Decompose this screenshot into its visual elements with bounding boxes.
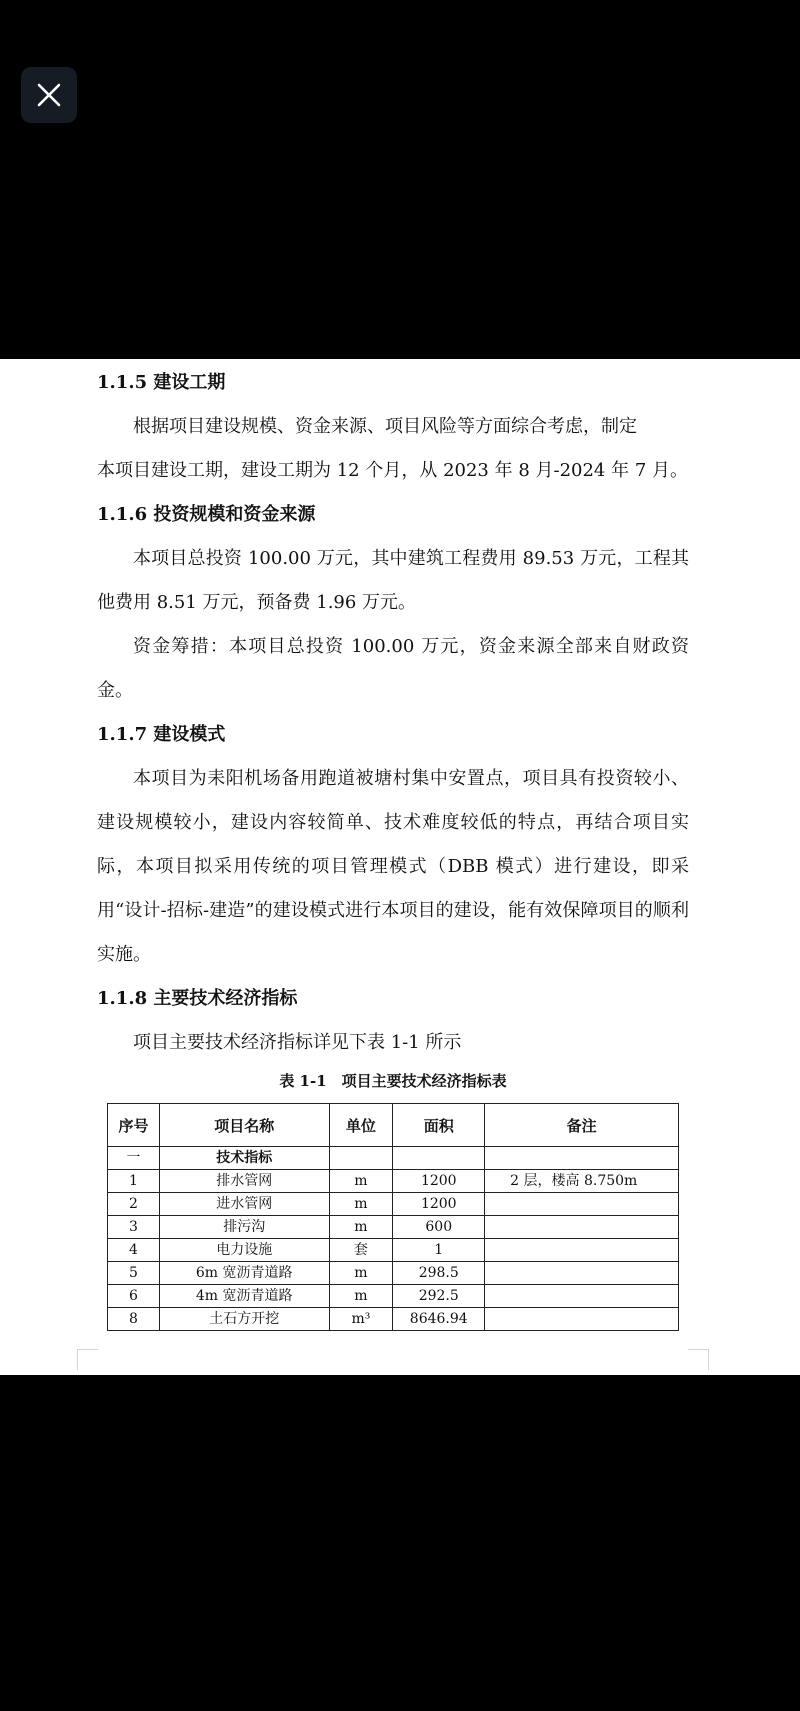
indicator-table xyxy=(107,1103,679,1331)
cell-area: 600 xyxy=(393,1216,485,1239)
table-row xyxy=(108,1239,679,1262)
cell-no: 8 xyxy=(108,1308,160,1331)
cell-unit xyxy=(329,1147,393,1170)
table-row xyxy=(108,1262,679,1285)
cell-note xyxy=(485,1308,679,1331)
table-row xyxy=(108,1147,679,1170)
page-corner-mark-right xyxy=(688,1349,709,1370)
cell-no: 6 xyxy=(108,1285,160,1308)
table-row xyxy=(108,1216,679,1239)
header-name: 项目名称 xyxy=(159,1104,329,1147)
page-corner-mark-left xyxy=(77,1349,98,1370)
cell-unit: m xyxy=(329,1170,393,1193)
cell-unit: m xyxy=(329,1285,393,1308)
cell-area: 8646.94 xyxy=(393,1308,485,1331)
cell-note xyxy=(485,1239,679,1262)
table-row xyxy=(108,1285,679,1308)
header-area: 面积 xyxy=(393,1104,485,1147)
document-page[interactable] xyxy=(0,359,800,1375)
section-heading-1-1-5: 1.1.5 建设工期 xyxy=(97,372,226,393)
cell-note: 2 层，楼高 8.750m xyxy=(485,1170,679,1193)
header-unit: 单位 xyxy=(329,1104,393,1147)
cell-note xyxy=(485,1216,679,1239)
cell-no: 4 xyxy=(108,1239,160,1262)
cell-name: 技术指标 xyxy=(159,1147,329,1170)
cell-name: 电力设施 xyxy=(159,1239,329,1262)
cell-area: 1200 xyxy=(393,1170,485,1193)
cell-area: 1200 xyxy=(393,1193,485,1216)
document-content xyxy=(97,359,689,1065)
table-row xyxy=(108,1308,679,1331)
cell-no: 1 xyxy=(108,1170,160,1193)
section-heading-1-1-7: 1.1.7 建设模式 xyxy=(97,724,226,745)
paragraph-construction-mode: 本项目为耒阳机场备用跑道被塘村集中安置点，项目具有投资较小、建设规模较小，建设内容较简单、技术难度较低的特点，再结合项目实际，本项目拟采用传统的项目管理模式（DBB 模式）进行建设，即采用“设计-招标-建造”的建设模式进行本项目的建设，能有效保障项目的顺利实施。 xyxy=(97,768,689,965)
cell-unit: 套 xyxy=(329,1239,393,1262)
paragraph-funding: 资金筹措：本项目总投资 100.00 万元，资金来源全部来自财政资金。 xyxy=(97,636,689,701)
paragraph-schedule-line2: 本项目建设工期，建设工期为 12 个月，从 2023 年 8 月-2024 年 7 月。 xyxy=(97,460,689,481)
cell-no: 3 xyxy=(108,1216,160,1239)
table-row xyxy=(108,1193,679,1216)
header-note: 备注 xyxy=(485,1104,679,1147)
table-row xyxy=(108,1170,679,1193)
section-heading-1-1-6: 1.1.6 投资规模和资金来源 xyxy=(97,504,316,525)
paragraph-schedule-line1: 根据项目建设规模、资金来源、项目风险等方面综合考虑，制定 xyxy=(133,416,637,437)
paragraph-indicators-intro: 项目主要技术经济指标详见下表 1-1 所示 xyxy=(133,1032,462,1053)
paragraph-investment: 本项目总投资 100.00 万元，其中建筑工程费用 89.53 万元，工程其他费用 8.51 万元，预备费 1.96 万元。 xyxy=(97,548,689,613)
cell-area: 1 xyxy=(393,1239,485,1262)
close-button[interactable] xyxy=(21,67,77,123)
cell-unit: m³ xyxy=(329,1308,393,1331)
table-header-row xyxy=(108,1104,679,1147)
cell-note xyxy=(485,1285,679,1308)
cell-name: 6m 宽沥青道路 xyxy=(159,1262,329,1285)
indicator-table-block xyxy=(107,1068,679,1331)
cell-name: 土石方开挖 xyxy=(159,1308,329,1331)
cell-area: 298.5 xyxy=(393,1262,485,1285)
cell-area: 292.5 xyxy=(393,1285,485,1308)
section-heading-1-1-8: 1.1.8 主要技术经济指标 xyxy=(97,988,298,1009)
cell-name: 排水管网 xyxy=(159,1170,329,1193)
cell-unit: m xyxy=(329,1216,393,1239)
cell-area xyxy=(393,1147,485,1170)
cell-note xyxy=(485,1262,679,1285)
cell-note xyxy=(485,1147,679,1170)
close-icon xyxy=(35,81,63,109)
cell-name: 4m 宽沥青道路 xyxy=(159,1285,329,1308)
cell-name: 进水管网 xyxy=(159,1193,329,1216)
cell-unit: m xyxy=(329,1262,393,1285)
cell-note xyxy=(485,1193,679,1216)
cell-no: 2 xyxy=(108,1193,160,1216)
table-caption: 表 1-1 项目主要技术经济指标表 xyxy=(279,1072,507,1090)
header-no: 序号 xyxy=(108,1104,160,1147)
cell-no: 5 xyxy=(108,1262,160,1285)
cell-no: 一 xyxy=(108,1147,160,1170)
cell-unit: m xyxy=(329,1193,393,1216)
cell-name: 排污沟 xyxy=(159,1216,329,1239)
